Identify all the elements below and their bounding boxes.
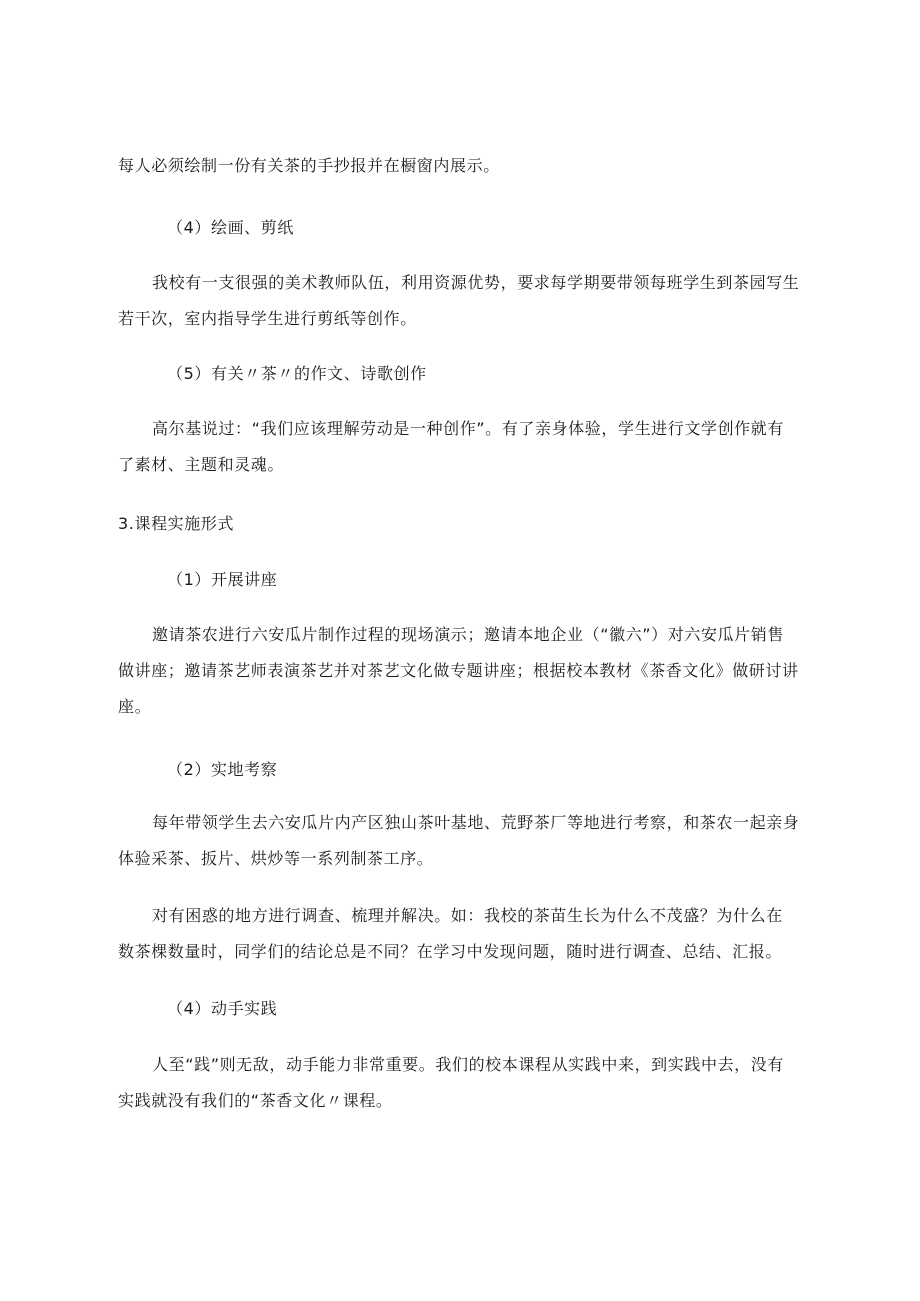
paragraph-line: 每年带领学生去六安瓜片内产区独山茶叶基地、荒野茶厂等地进行考察，和茶农一起亲身 [152,813,800,832]
paragraph-line: 人至“践”则无敌，动手能力非常重要。我们的校本课程从实践中来，到实践中去，没有 [152,1055,784,1074]
paragraph-line: 了素材、主题和灵魂。 [118,455,285,474]
paragraph-line: 实践就没有我们的“茶香文化〃课程。 [118,1091,393,1110]
paragraph-line: 邀请茶农进行六安瓜片制作过程的现场演示；邀请本地企业（“徽六”）对六安瓜片销售 [152,625,784,644]
paragraph-line: 对有困惑的地方进行调查、梳理并解决。如：我校的茶苗生长为什么不茂盛？为什么在 [152,906,783,925]
paragraph-line: 做讲座；邀请茶艺师表演茶艺并对茶艺文化做专题讲座；根据校本教材《茶香文化》做研讨讲 [118,661,799,680]
subheading-hands-on-practice: （4）动手实践 [167,999,278,1018]
paragraph-line: 数茶棵数量时，同学们的结论总是不同？在学习中发现问题，随时进行调查、总结、汇报。 [118,942,783,961]
paragraph-line: 高尔基说过：“我们应该理解劳动是一种创作”。有了亲身体验，学生进行文学创作就有 [152,419,784,438]
subheading-writing-poetry: （5）有关〃茶〃的作文、诗歌创作 [167,364,427,383]
subheading-lectures: （1）开展讲座 [167,570,278,589]
paragraph-line: 若干次，室内指导学生进行剪纸等创作。 [118,309,417,328]
paragraph-line: 我校有一支很强的美术教师队伍，利用资源优势，要求每学期要带领每班学生到茶园写生 [152,273,800,292]
subheading-drawing-papercut: （4）绘画、剪纸 [167,218,294,237]
section-heading-implementation: 3.课程实施形式 [118,514,235,533]
paragraph-line: 座。 [118,697,152,716]
paragraph-line: 体验采茶、扳片、烘炒等一系列制茶工序。 [118,849,434,868]
paragraph-line: 每人必须绘制一份有关茶的手抄报并在橱窗内展示。 [118,156,500,175]
subheading-field-study: （2）实地考察 [167,760,278,779]
